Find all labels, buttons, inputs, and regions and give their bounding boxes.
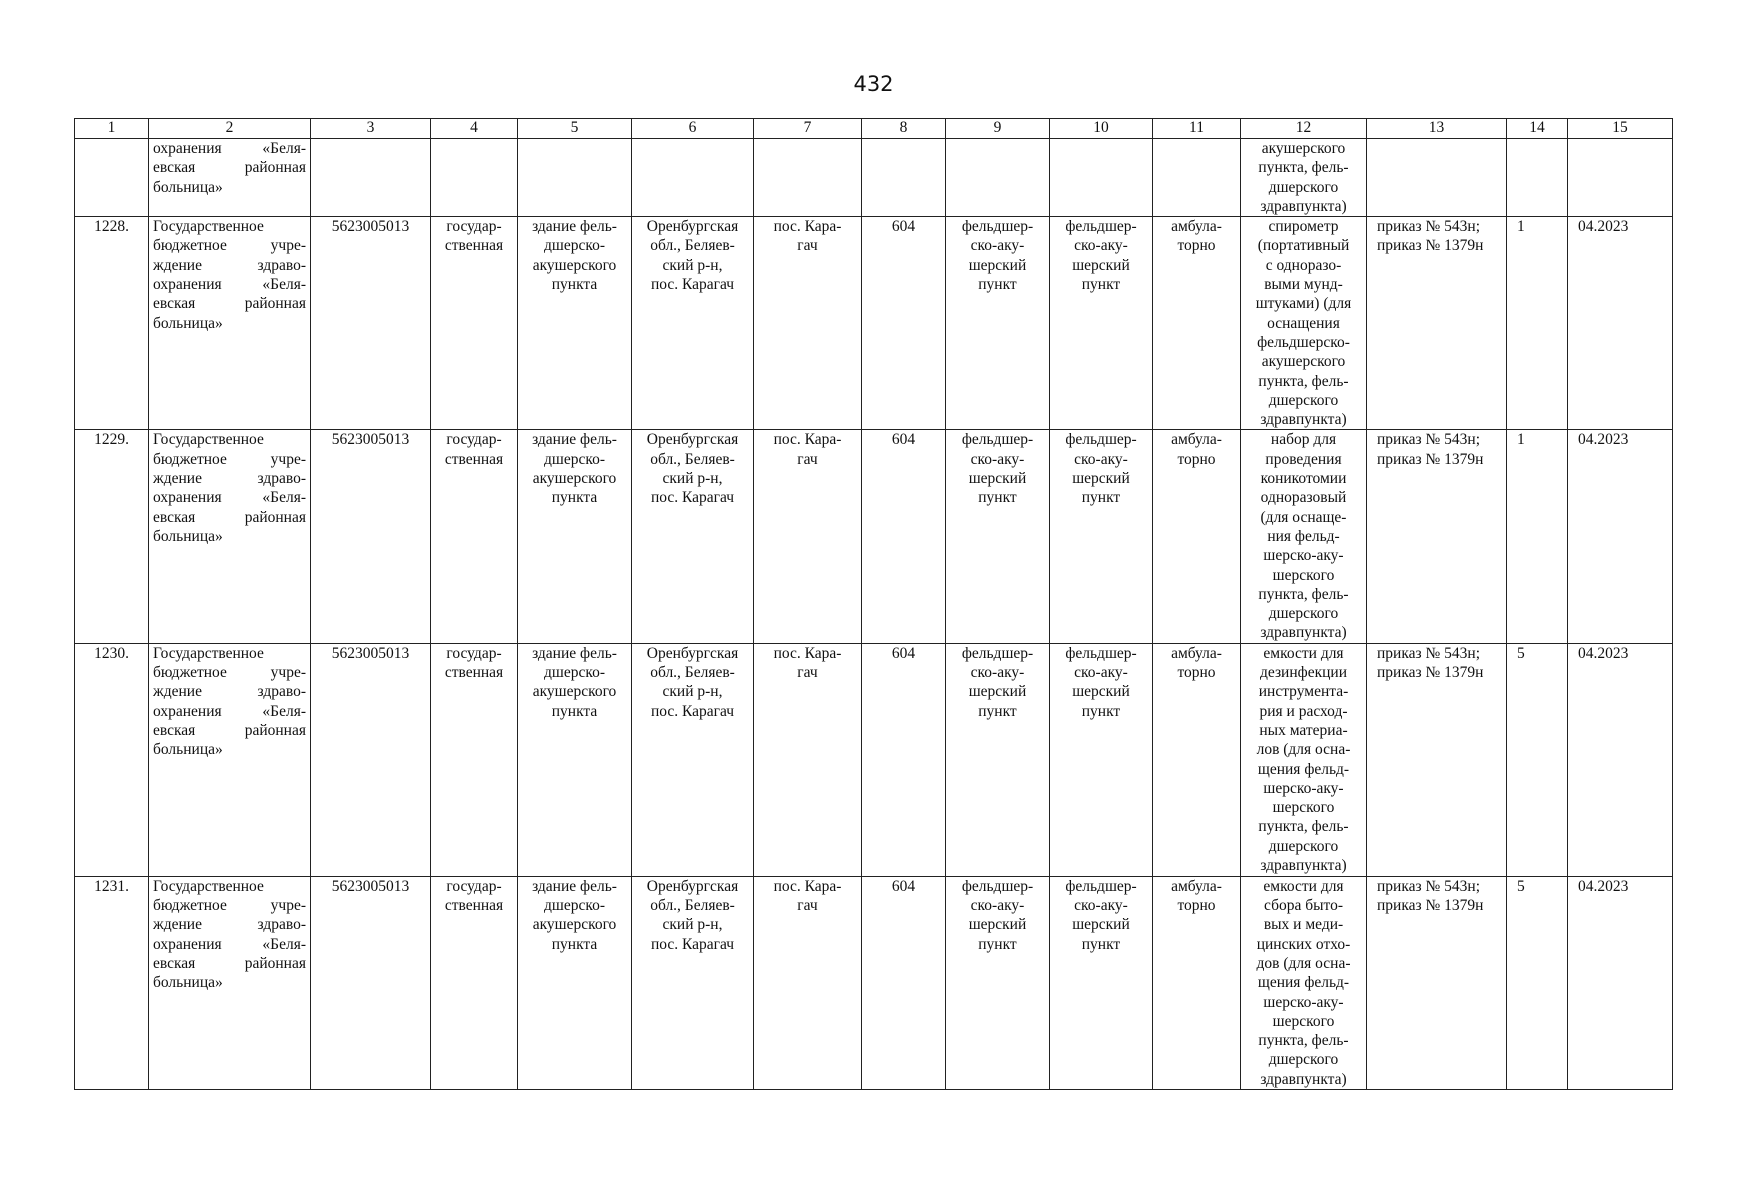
cell-unit-type-line: фельдшер- — [1065, 218, 1137, 236]
cell-organization-line: Государственное — [153, 218, 264, 236]
cell-row-number: 1228. — [75, 217, 149, 430]
cell-locality-line: гач — [797, 897, 818, 915]
table-row — [75, 217, 1673, 430]
cell-care-form-line: торно — [1177, 897, 1216, 915]
table-row — [75, 139, 1673, 217]
cell-address-line: обл., Беляев- — [650, 664, 735, 682]
cell-inn: 5623005013 — [311, 217, 431, 430]
cell-unit-type-line: пункт — [1081, 489, 1121, 507]
cell-oktmo: 604 — [862, 217, 946, 430]
cell-organization-line: евская районная — [153, 954, 306, 972]
cell-equipment-line: дшерского — [1268, 391, 1339, 409]
cell-basis-line: приказ № 543н; — [1377, 218, 1481, 236]
column-header: 8 — [862, 119, 946, 139]
cell-date: 04.2023 — [1568, 217, 1673, 430]
cell-inn: 5623005013 — [311, 430, 431, 643]
cell-care-form-line: торно — [1177, 664, 1216, 682]
cell-equipment-line: щения фельд- — [1257, 974, 1350, 992]
cell-ownership-line: ственная — [444, 897, 504, 915]
cell-equipment-line: акушерского — [1261, 140, 1346, 157]
cell-organization-line: евская районная — [153, 295, 306, 313]
cell-organization-line: больница» — [153, 527, 223, 545]
cell-facility-type-line: шерский — [968, 916, 1027, 934]
cell-unit-type-line: шерский — [1072, 916, 1130, 934]
cell-organization-line: Государственное — [153, 431, 264, 449]
cell-ownership-line: ственная — [444, 664, 504, 682]
cell-address-line: ский р-н, — [662, 916, 723, 934]
cell-address — [632, 430, 754, 643]
cell-organization — [149, 430, 311, 643]
cell-care-form — [1153, 430, 1241, 643]
cell-basis-line: приказ № 1379н — [1377, 897, 1484, 915]
cell-care-form — [1153, 876, 1241, 1089]
cell-ownership-line: ственная — [444, 450, 504, 468]
cell-equipment-line: емкости для — [1263, 877, 1344, 895]
cell-ownership-line: государ- — [446, 218, 502, 236]
cell-equipment-line: дшерского — [1268, 605, 1339, 623]
cell-equipment-line: дшерского — [1268, 178, 1339, 196]
cell-care-form-line: амбула- — [1171, 877, 1222, 895]
cell-facility-type-line: фельдшер- — [961, 644, 1034, 662]
cell-address-line: пос. Карагач — [650, 489, 735, 507]
cell-oktmo: 604 — [862, 876, 946, 1089]
column-header: 14 — [1507, 119, 1568, 139]
cell-facility-type-line: шерский — [968, 470, 1027, 488]
cell-address — [632, 139, 754, 217]
cell-locality — [754, 139, 862, 217]
register-table — [74, 118, 1673, 1090]
cell-oktmo: 604 — [862, 643, 946, 876]
cell-unit-type-line: пункт — [1081, 935, 1121, 953]
cell-basis — [1367, 876, 1507, 1089]
cell-unit-type-line: пункт — [1081, 276, 1121, 294]
cell-object-line: здание фель- — [532, 644, 617, 662]
cell-ownership-line: государ- — [446, 644, 502, 662]
cell-organization-line: бюджетное учре- — [153, 897, 306, 915]
cell-organization-line: Государственное — [153, 877, 264, 895]
cell-equipment-line: фельдшерско- — [1257, 333, 1350, 351]
cell-ownership-line: государ- — [446, 431, 502, 449]
cell-unit-type — [1050, 430, 1153, 643]
cell-equipment-line: емкости для — [1263, 644, 1344, 662]
cell-address-line: обл., Беляев- — [650, 450, 735, 468]
cell-equipment-line: ния фельд- — [1267, 527, 1340, 545]
cell-equipment — [1241, 139, 1367, 217]
cell-care-form-line: амбула- — [1171, 218, 1222, 236]
cell-ownership — [431, 139, 518, 217]
cell-locality-line: пос. Кара- — [773, 877, 842, 895]
cell-object-line: пункта — [551, 935, 598, 953]
cell-equipment-line: спирометр — [1268, 218, 1339, 236]
cell-object-line: дшерско- — [544, 237, 605, 255]
cell-object-line: акушерского — [532, 256, 617, 274]
cell-address-line: обл., Беляев- — [650, 897, 735, 915]
cell-equipment-line: шерско-аку- — [1263, 779, 1344, 797]
column-header: 13 — [1367, 119, 1507, 139]
cell-oktmo: 604 — [862, 430, 946, 643]
cell-unit-type-line: ско-аку- — [1074, 664, 1128, 682]
cell-equipment-line: здравпункта) — [1260, 1070, 1347, 1088]
cell-address-line: обл., Беляев- — [650, 237, 735, 255]
cell-organization-line: ждение здраво- — [153, 470, 306, 488]
cell-care-form-line: торно — [1177, 237, 1216, 255]
cell-organization-line: евская районная — [153, 508, 306, 526]
cell-date: 04.2023 — [1568, 876, 1673, 1089]
cell-equipment-line: шерского — [1272, 799, 1335, 817]
cell-ownership-line: ственная — [444, 237, 504, 255]
column-header: 9 — [946, 119, 1050, 139]
cell-address — [632, 217, 754, 430]
cell-locality — [754, 643, 862, 876]
cell-object-line: дшерско- — [544, 450, 605, 468]
cell-address — [632, 876, 754, 1089]
cell-quantity: 1 — [1507, 217, 1568, 430]
cell-equipment-line: штуками) (для — [1255, 295, 1352, 313]
cell-facility-type-line: ско-аку- — [970, 237, 1025, 255]
cell-equipment-line: пункта, фель- — [1258, 1032, 1349, 1050]
cell-inn: 5623005013 — [311, 643, 431, 876]
cell-basis — [1367, 139, 1507, 217]
cell-care-form — [1153, 643, 1241, 876]
cell-unit-type-line: пункт — [1081, 702, 1121, 720]
cell-equipment — [1241, 430, 1367, 643]
cell-organization-line: больница» — [153, 178, 223, 196]
cell-address-line: ский р-н, — [662, 256, 723, 274]
cell-equipment-line: вых и меди- — [1263, 916, 1344, 934]
cell-address-line: Оренбургская — [646, 218, 739, 236]
cell-equipment-line: здравпункта) — [1260, 411, 1347, 429]
cell-basis-line: приказ № 543н; — [1377, 644, 1481, 662]
cell-equipment-line: пункта, фель- — [1258, 372, 1349, 390]
column-header: 4 — [431, 119, 518, 139]
cell-basis — [1367, 643, 1507, 876]
cell-unit-type — [1050, 643, 1153, 876]
cell-address-line: пос. Карагач — [650, 935, 735, 953]
cell-equipment-line: здравпункта) — [1260, 856, 1347, 874]
cell-object-line: здание фель- — [532, 877, 617, 895]
cell-facility-type-line: ско-аку- — [970, 450, 1025, 468]
cell-locality-line: гач — [797, 450, 818, 468]
cell-locality — [754, 876, 862, 1089]
cell-row-number — [75, 139, 149, 217]
cell-address-line: ский р-н, — [662, 470, 723, 488]
cell-basis-line: приказ № 1379н — [1377, 450, 1484, 468]
cell-object-line: акушерского — [532, 470, 617, 488]
cell-organization-line: ждение здраво- — [153, 916, 306, 934]
cell-equipment-line: щения фельд- — [1257, 760, 1350, 778]
cell-equipment-line: дов (для осна- — [1256, 954, 1351, 972]
cell-organization — [149, 217, 311, 430]
cell-equipment-line: оснащения — [1267, 314, 1340, 332]
cell-inn: 5623005013 — [311, 876, 431, 1089]
cell-locality-line: пос. Кара- — [773, 431, 842, 449]
cell-equipment-line: здравпункта) — [1260, 624, 1347, 642]
cell-date — [1568, 139, 1673, 217]
cell-facility-type-line: фельдшер- — [961, 218, 1034, 236]
cell-unit-type-line: ско-аку- — [1074, 450, 1128, 468]
cell-object — [518, 430, 632, 643]
cell-ownership — [431, 643, 518, 876]
cell-facility-type-line: пункт — [978, 935, 1017, 953]
cell-equipment-line: пункта, фель- — [1258, 159, 1349, 177]
cell-object — [518, 217, 632, 430]
cell-equipment — [1241, 217, 1367, 430]
column-header: 6 — [632, 119, 754, 139]
cell-locality — [754, 430, 862, 643]
cell-equipment-line: пункта, фель- — [1258, 818, 1349, 836]
cell-organization-line: охранения «Беля- — [153, 489, 306, 507]
cell-equipment-line: цинских отхо- — [1256, 935, 1351, 953]
cell-quantity: 5 — [1507, 876, 1568, 1089]
cell-basis — [1367, 430, 1507, 643]
table-row — [75, 430, 1673, 643]
cell-facility-type-line: пункт — [978, 276, 1017, 294]
cell-care-form — [1153, 139, 1241, 217]
table-row — [75, 876, 1673, 1089]
cell-unit-type-line: шерский — [1072, 470, 1130, 488]
column-header: 2 — [149, 119, 311, 139]
cell-quantity — [1507, 139, 1568, 217]
cell-unit-type — [1050, 139, 1153, 217]
cell-organization-line: больница» — [153, 314, 223, 332]
cell-organization-line: охранения «Беля- — [153, 276, 306, 294]
cell-equipment-line: шерского — [1272, 566, 1335, 584]
cell-basis-line: приказ № 1379н — [1377, 664, 1484, 682]
cell-care-form-line: амбула- — [1171, 644, 1222, 662]
cell-object-line: акушерского — [532, 916, 617, 934]
column-header: 7 — [754, 119, 862, 139]
cell-basis-line: приказ № 543н; — [1377, 431, 1481, 449]
table-row — [75, 643, 1673, 876]
cell-row-number: 1230. — [75, 643, 149, 876]
cell-equipment-line: здравпункта) — [1260, 197, 1347, 215]
column-header: 3 — [311, 119, 431, 139]
cell-locality — [754, 217, 862, 430]
cell-facility-type — [946, 876, 1050, 1089]
cell-ownership — [431, 430, 518, 643]
cell-address-line: Оренбургская — [646, 431, 739, 449]
cell-basis-line: приказ № 1379н — [1377, 237, 1484, 255]
cell-unit-type — [1050, 876, 1153, 1089]
cell-equipment-line: пункта, фель- — [1258, 585, 1349, 603]
cell-equipment-line: (портативный — [1257, 237, 1350, 255]
cell-facility-type-line: пункт — [978, 702, 1017, 720]
cell-oktmo — [862, 139, 946, 217]
cell-equipment — [1241, 643, 1367, 876]
cell-unit-type-line: шерский — [1072, 683, 1130, 701]
cell-object-line: акушерского — [532, 683, 617, 701]
cell-equipment-line: шерско-аку- — [1263, 547, 1344, 565]
cell-address-line: ский р-н, — [662, 683, 723, 701]
cell-unit-type-line: фельдшер- — [1065, 644, 1137, 662]
cell-equipment-line: выми мунд- — [1264, 276, 1343, 294]
cell-ownership-line: государ- — [446, 877, 502, 895]
cell-inn — [311, 139, 431, 217]
cell-basis — [1367, 217, 1507, 430]
column-header: 5 — [518, 119, 632, 139]
cell-equipment-line: коникотомии — [1260, 470, 1347, 488]
cell-locality-line: пос. Кара- — [773, 644, 842, 662]
cell-organization-line: охранения «Беля- — [153, 140, 306, 157]
cell-equipment-line: дшерского — [1268, 837, 1339, 855]
cell-row-number: 1231. — [75, 876, 149, 1089]
cell-facility-type-line: ско-аку- — [970, 664, 1025, 682]
cell-organization — [149, 643, 311, 876]
cell-object-line: здание фель- — [532, 218, 617, 236]
column-header: 11 — [1153, 119, 1241, 139]
cell-unit-type-line: фельдшер- — [1065, 877, 1137, 895]
cell-equipment-line: сбора быто- — [1264, 897, 1343, 915]
cell-facility-type-line: шерский — [968, 683, 1027, 701]
cell-address-line: Оренбургская — [646, 644, 739, 662]
cell-care-form-line: торно — [1177, 450, 1216, 468]
cell-locality-line: пос. Кара- — [773, 218, 842, 236]
cell-object — [518, 139, 632, 217]
cell-equipment-line: набор для — [1270, 431, 1337, 449]
cell-organization-line: бюджетное учре- — [153, 237, 306, 255]
column-header: 1 — [75, 119, 149, 139]
page-number: 432 — [853, 72, 894, 96]
cell-organization — [149, 139, 311, 217]
cell-equipment-line: шерско-аку- — [1263, 993, 1344, 1011]
cell-unit-type — [1050, 217, 1153, 430]
cell-unit-type-line: ско-аку- — [1074, 897, 1128, 915]
cell-row-number: 1229. — [75, 430, 149, 643]
cell-organization-line: бюджетное учре- — [153, 450, 306, 468]
cell-equipment-line: дшерского — [1268, 1051, 1339, 1069]
cell-equipment — [1241, 876, 1367, 1089]
table-body — [75, 139, 1673, 1090]
cell-equipment-line: инструмента- — [1258, 683, 1349, 701]
cell-ownership — [431, 876, 518, 1089]
cell-object-line: дшерско- — [544, 897, 605, 915]
cell-equipment-line: (для оснаще- — [1260, 508, 1347, 526]
column-header: 12 — [1241, 119, 1367, 139]
cell-facility-type — [946, 643, 1050, 876]
cell-care-form — [1153, 217, 1241, 430]
cell-facility-type — [946, 430, 1050, 643]
cell-organization — [149, 876, 311, 1089]
cell-equipment-line: ных материа- — [1259, 721, 1348, 739]
header-row — [75, 119, 1673, 139]
cell-object-line: пункта — [551, 702, 598, 720]
cell-organization-line: евская районная — [153, 721, 306, 739]
cell-facility-type-line: ско-аку- — [970, 897, 1025, 915]
cell-basis-line: приказ № 543н; — [1377, 877, 1481, 895]
table-header — [75, 119, 1673, 139]
cell-address — [632, 643, 754, 876]
cell-object-line: пункта — [551, 489, 598, 507]
cell-organization-line: ждение здраво- — [153, 683, 306, 701]
cell-address-line: пос. Карагач — [650, 276, 735, 294]
cell-care-form-line: амбула- — [1171, 431, 1222, 449]
cell-organization-line: больница» — [153, 974, 223, 992]
cell-address-line: пос. Карагач — [650, 702, 735, 720]
cell-equipment-line: шерского — [1272, 1012, 1335, 1030]
cell-quantity: 1 — [1507, 430, 1568, 643]
cell-locality-line: гач — [797, 664, 818, 682]
cell-object-line: дшерско- — [544, 664, 605, 682]
cell-equipment-line: с одноразо- — [1265, 256, 1342, 274]
cell-unit-type-line: фельдшер- — [1065, 431, 1137, 449]
cell-address-line: Оренбургская — [646, 877, 739, 895]
cell-facility-type — [946, 217, 1050, 430]
column-header: 10 — [1050, 119, 1153, 139]
cell-equipment-line: акушерского — [1261, 353, 1346, 371]
cell-quantity: 5 — [1507, 643, 1568, 876]
cell-unit-type-line: шерский — [1072, 256, 1130, 274]
cell-equipment-line: дезинфекции — [1259, 664, 1347, 682]
cell-object-line: пункта — [551, 276, 598, 294]
cell-object-line: здание фель- — [532, 431, 617, 449]
cell-equipment-line: рия и расход- — [1259, 702, 1348, 720]
cell-date: 04.2023 — [1568, 430, 1673, 643]
cell-equipment-line: проведения — [1265, 450, 1342, 468]
cell-facility-type-line: шерский — [968, 256, 1027, 274]
cell-facility-type-line: фельдшер- — [961, 431, 1034, 449]
cell-ownership — [431, 217, 518, 430]
cell-organization-line: ждение здраво- — [153, 256, 306, 274]
cell-organization-line: охранения «Беля- — [153, 935, 306, 953]
cell-organization-line: Государственное — [153, 644, 264, 662]
cell-organization-line: охранения «Беля- — [153, 702, 306, 720]
cell-unit-type-line: ско-аку- — [1074, 237, 1128, 255]
cell-equipment-line: одноразовый — [1260, 489, 1347, 507]
column-header: 15 — [1568, 119, 1673, 139]
cell-date: 04.2023 — [1568, 643, 1673, 876]
cell-facility-type-line: пункт — [978, 489, 1017, 507]
cell-organization-line: больница» — [153, 741, 223, 759]
cell-facility-type-line: фельдшер- — [961, 877, 1034, 895]
cell-locality-line: гач — [797, 237, 818, 255]
cell-facility-type — [946, 139, 1050, 217]
cell-organization-line: евская районная — [153, 159, 306, 177]
cell-organization-line: бюджетное учре- — [153, 664, 306, 682]
cell-equipment-line: лов (для осна- — [1256, 741, 1351, 759]
cell-object — [518, 876, 632, 1089]
cell-object — [518, 643, 632, 876]
